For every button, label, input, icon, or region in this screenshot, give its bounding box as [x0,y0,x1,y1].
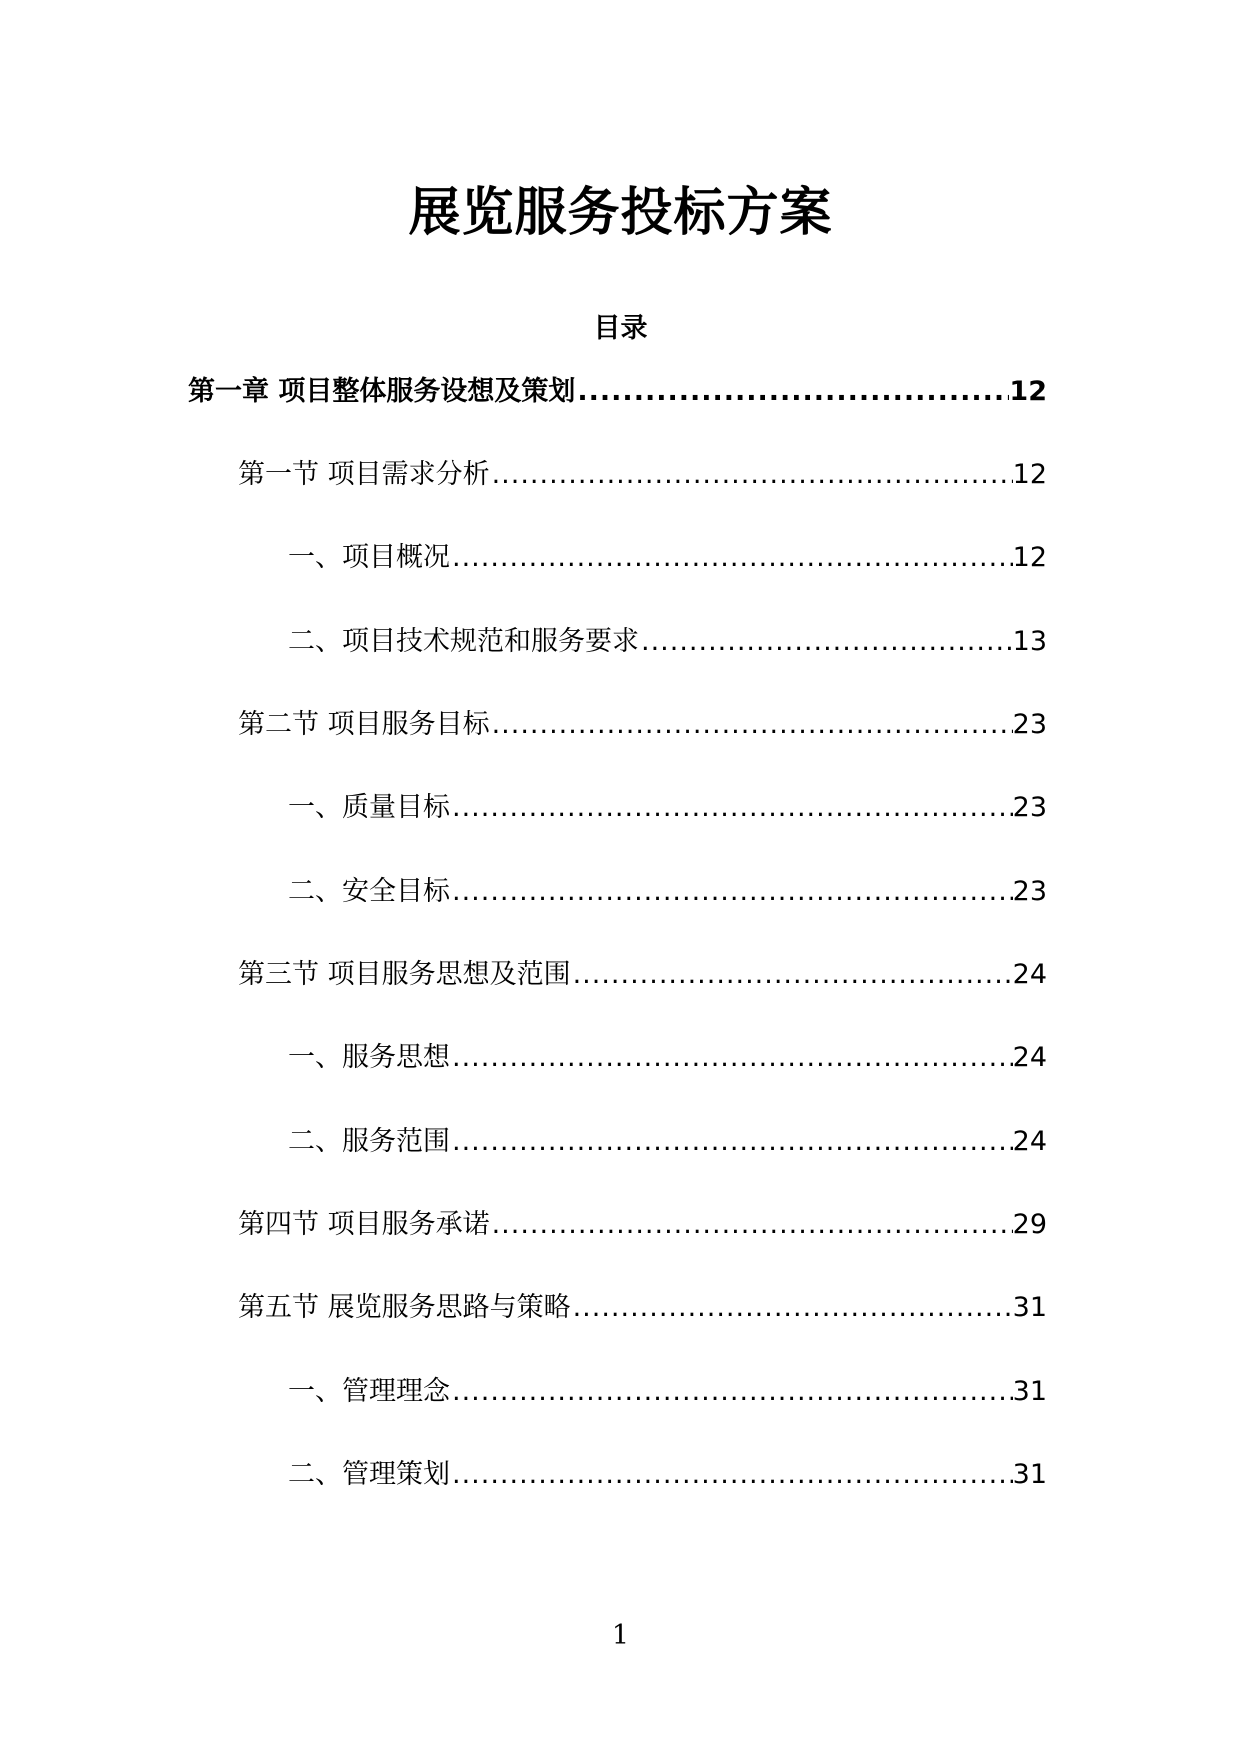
toc-entry-section-3[interactable] [238,953,1047,997]
toc-entry-chapter-1[interactable] [188,370,1047,414]
toc-entry-page: 12 [1009,376,1047,407]
toc-entry-subsection[interactable] [288,786,1047,830]
toc-entry-page: 24 [1012,1042,1047,1073]
toc-entry-title: 二、管理策划 [288,1459,450,1490]
toc-entry-title: 二、项目技术规范和服务要求 [288,626,639,657]
toc-entry-page: 24 [1012,1126,1047,1157]
toc-entry-page: 23 [1012,792,1047,823]
toc-entry-page: 31 [1012,1459,1047,1490]
toc-entry-subsection[interactable] [288,536,1047,580]
toc-heading: 目录 [593,313,648,344]
toc-entry-subsection[interactable] [288,870,1047,914]
toc-entry-title: 第二节 项目服务目标 [238,709,490,740]
page-number: 1 [611,1620,630,1651]
toc-entry-page: 31 [1012,1292,1047,1323]
toc-entry-section-4[interactable] [238,1203,1047,1247]
toc-entry-title: 一、质量目标 [288,792,450,823]
toc-entry-title: 一、服务思想 [288,1042,450,1073]
toc-entry-subsection[interactable] [288,620,1047,664]
toc-entry-section-5[interactable] [238,1286,1047,1330]
toc-entry-page: 23 [1012,709,1047,740]
toc-dot-leader [450,536,1013,580]
document-title: 展览服务投标方案 [408,183,833,243]
toc-entry-title: 二、服务范围 [288,1126,450,1157]
toc-dot-leader [490,453,1013,497]
toc-entry-page: 23 [1012,876,1047,907]
toc-entry-title: 第三节 项目服务思想及范围 [238,959,571,990]
toc-entry-page: 13 [1012,626,1047,657]
toc-dot-leader [575,370,1009,414]
toc-dot-leader [450,1036,1013,1080]
toc-dot-leader [450,1120,1013,1164]
toc-dot-leader [571,953,1013,997]
toc-dot-leader [450,786,1013,830]
toc-entry-section-1[interactable] [238,453,1047,497]
toc-entry-subsection[interactable] [288,1370,1047,1414]
toc-entry-page: 12 [1012,542,1047,573]
toc-entry-subsection[interactable] [288,1453,1047,1497]
toc-entry-subsection[interactable] [288,1120,1047,1164]
toc-dot-leader [450,1370,1013,1414]
toc-entry-subsection[interactable] [288,1036,1047,1080]
toc-entry-page: 31 [1012,1376,1047,1407]
toc-entry-page: 12 [1012,459,1047,490]
toc-dot-leader [450,870,1013,914]
toc-entry-title: 一、项目概况 [288,542,450,573]
toc-entry-title: 第一节 项目需求分析 [238,459,490,490]
toc-entry-title: 二、安全目标 [288,876,450,907]
toc-entry-title: 第一章 项目整体服务设想及策划 [188,376,576,407]
toc-dot-leader [571,1286,1013,1330]
toc-entry-title: 一、管理理念 [288,1376,450,1407]
toc-dot-leader [639,620,1013,664]
toc-entry-title: 第五节 展览服务思路与策略 [238,1292,571,1323]
toc-dot-leader [450,1453,1013,1497]
toc-entry-page: 29 [1012,1209,1047,1240]
toc-entry-page: 24 [1012,959,1047,990]
toc-entry-title: 第四节 项目服务承诺 [238,1209,490,1240]
toc-dot-leader [490,1203,1013,1247]
toc-dot-leader [490,703,1013,747]
toc-entry-section-2[interactable] [238,703,1047,747]
